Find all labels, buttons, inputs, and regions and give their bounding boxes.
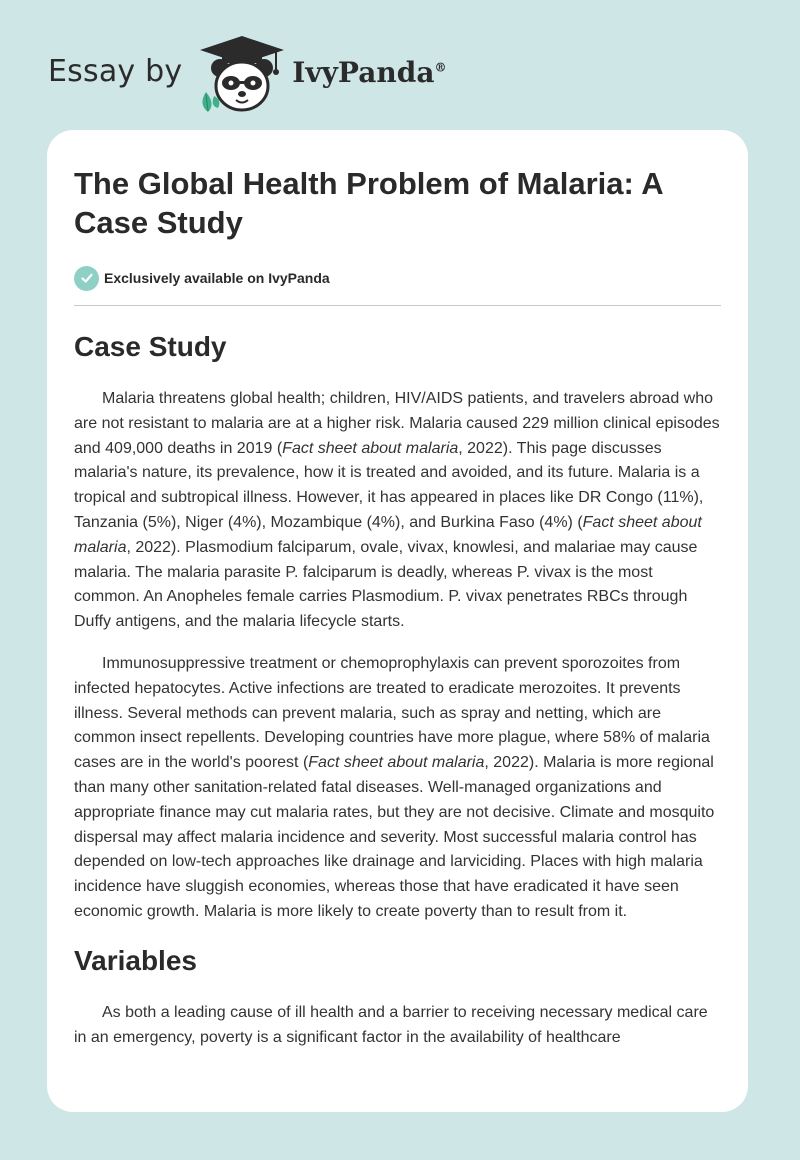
paragraph: [74, 652, 721, 925]
paragraph: [74, 1001, 721, 1051]
citation: Fact sheet about malaria: [282, 439, 459, 457]
section-variables: [74, 945, 721, 1051]
paragraph-text: Malaria threatens global health; children, HIV/AIDS patients, and travelers abroad who are not resistant to malaria are at a higher risk. Malaria caused 229 million clinical episodes and 409,000 deaths in 2019 (: [74, 390, 720, 457]
section-heading: Case Study: [74, 331, 227, 362]
paragraph-text: As both a leading cause of ill health and a barrier to receiving necessary medical care in an emergency, poverty is a significant factor in the availability of healthcare: [74, 1003, 708, 1046]
site-header: [48, 34, 446, 114]
ivypanda-wordmark[interactable]: [292, 56, 446, 89]
paragraph: [74, 387, 721, 635]
citation: Fact sheet about malaria: [308, 754, 485, 772]
essay-title: The Global Health Problem of Malaria: A Case Study: [74, 166, 663, 240]
exclusive-badge: [74, 264, 721, 292]
essay-card: [47, 130, 748, 1112]
citation: Fact sheet about malaria: [74, 513, 702, 556]
section-heading: Variables: [74, 944, 197, 976]
paragraph-text: , 2022). This page discusses malaria's nature, its prevalence, how it is treated and avoided, and its future. Malaria is a tropical and subtropical illness. However, it has appeared in places like DR Congo (11%), Tanzania (5%), Niger (4%), Mozambique (4%), and Burkina Faso (4%) (: [74, 439, 704, 531]
check-circle-icon: [74, 266, 99, 291]
paragraph-text: , 2022). Plasmodium falciparum, ovale, vivax, knowlesi, and malariae may cause malaria. The malaria parasite P. falciparum is deadly, whereas P. vivax is the most common. An Anopheles female carries Plasmodium. P. vivax penetrates RBCs through Duffy antigens, and the malaria lifecycle starts.: [74, 538, 698, 631]
exclusive-label: Exclusively available on IvyPanda: [104, 270, 330, 286]
paragraph-text: , 2022). Malaria is more regional than many other sanitation-related fatal diseases. Well-managed organizations and appropriate finance may cut malaria rates, but they are not decisive. Climate and mosquito dispersal may affect malaria incidence and severity. Most successful malaria control has depended on low-tech approaches like drainage and larviciding. Places with high malaria incidence have sluggish economies, whereas those that have eradicated it have seen economic growth. Malaria is more likely to create poverty than to result from it.: [74, 754, 715, 920]
section-case-study: [74, 331, 721, 925]
panda-graduate-icon[interactable]: [196, 34, 288, 114]
essay-by-label: Essay by: [48, 53, 183, 89]
brand-name-text: IvyPanda: [292, 55, 435, 89]
paragraph-text: Immunosuppressive treatment or chemoprophylaxis can prevent sporozoites from infected hepatocytes. Active infections are treated to eradicate merozoites. It prevents illness. Several methods can prevent malaria, such as spray and netting, which are common insect repellents. Developing countries have more plague, where 58% of malaria cases are in the world's poorest (: [74, 654, 710, 772]
registered-mark: ®: [434, 60, 447, 75]
divider: [74, 305, 721, 306]
